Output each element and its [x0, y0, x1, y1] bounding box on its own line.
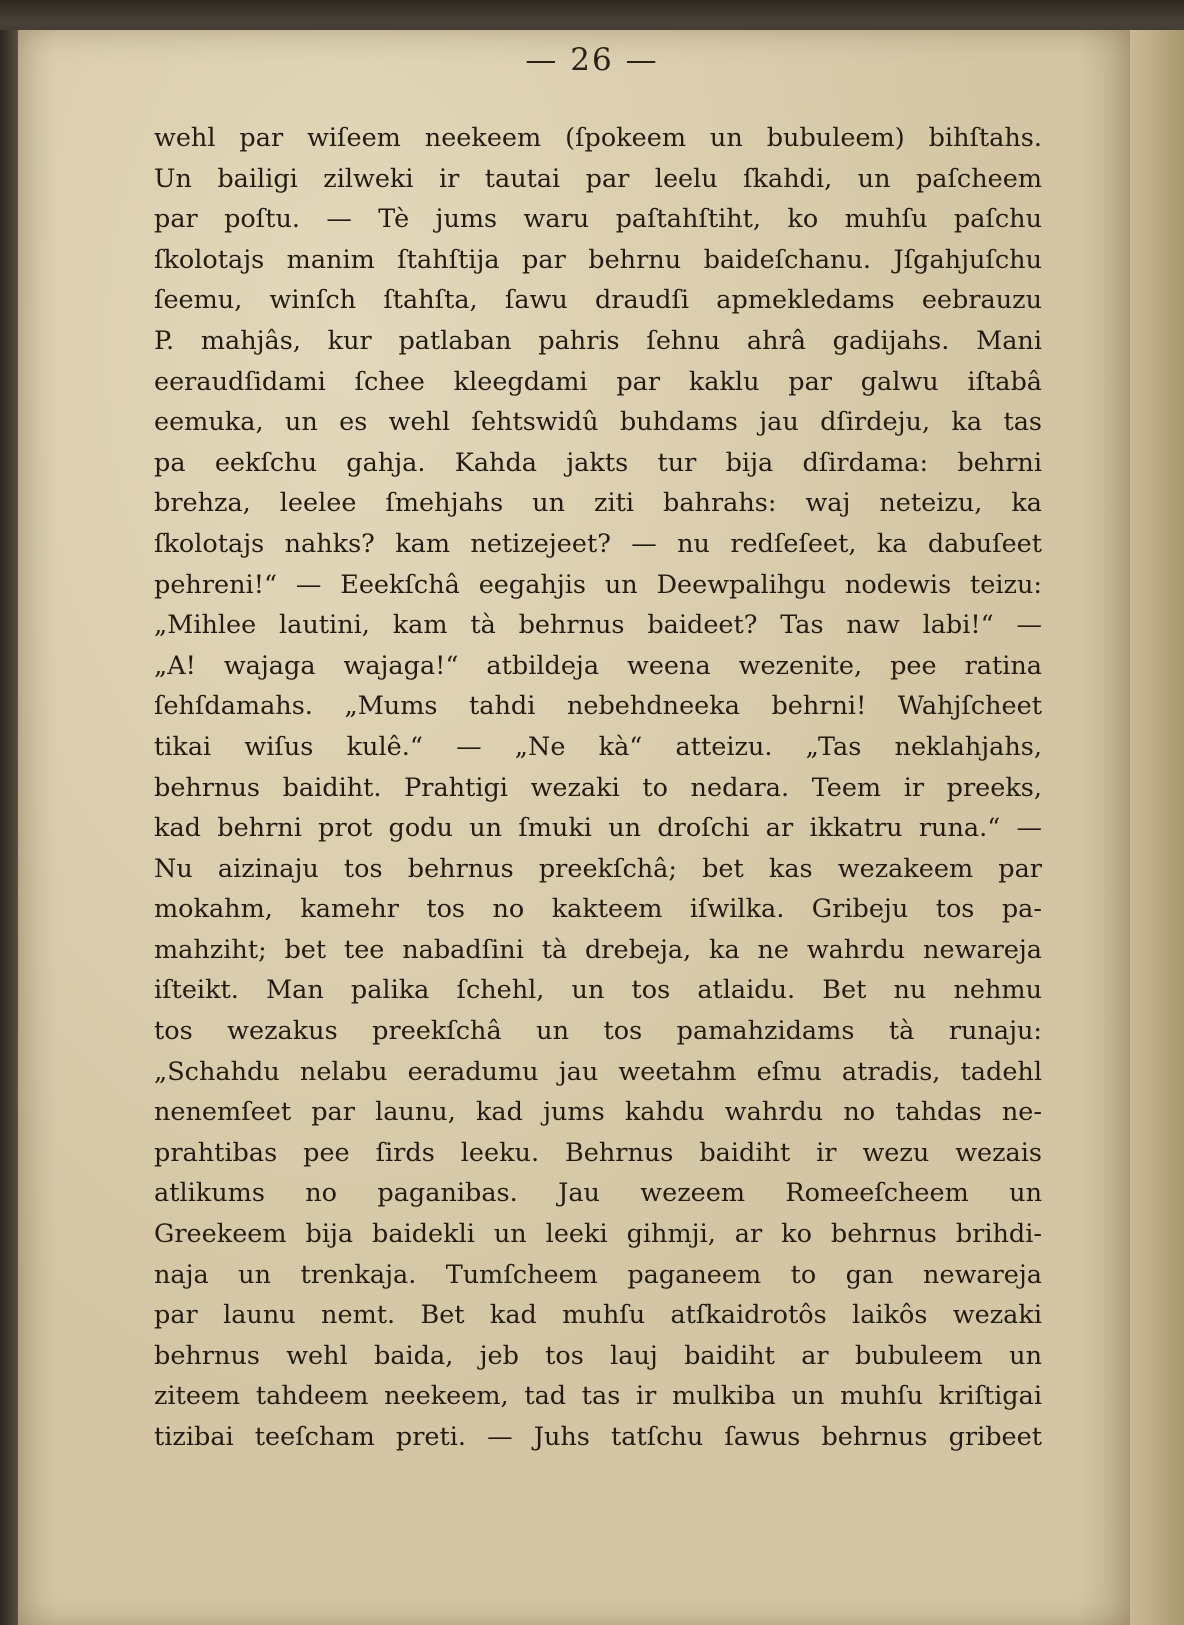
text-line: ſkolotajs manim ſtahſtija par behrnu baideſchanu. Jſgahjuſchu [154, 244, 1042, 275]
text-line: par launu nemt. Bet kad muhſu atſkaidrotôs laikôs wezaki [154, 1300, 1042, 1331]
text-line: mahziht; bet tee nabadſini tà drebeja, ka ne wahrdu newareja [154, 934, 1042, 965]
text-line: naja un trenkaja. Tumſcheem paganeem to gan newareja [154, 1259, 1042, 1290]
text-line: Nu aizinaju tos behrnus preekſchâ; bet kas wezakeem par [154, 853, 1042, 884]
text-line: Un bailigi zilweki ir tautai par leelu ſkahdi, un paſcheem [154, 163, 1042, 194]
text-line: eeraudſidami ſchee kleegdami par kaklu par galwu iſtabâ [154, 366, 1042, 397]
text-line: tikai wiſus kulê.“ — „Ne kà“ atteizu. „Tas neklahjahs, [154, 731, 1042, 762]
text-line: „A! wajaga wajaga!“ atbildeja weena wezenite, pee ratina [154, 650, 1042, 681]
text-line: ziteem tahdeem neekeem, tad tas ir mulkiba un muhſu kriſtigai [154, 1381, 1042, 1412]
text-line: ſkolotajs nahks? kam netizejeet? — nu redſeſeet, ka dabuſeet [154, 528, 1042, 559]
text-line: „Schahdu nelabu eeradumu jau weetahm eſmu atradis, tadehl [154, 1056, 1042, 1087]
text-line: eemuka, un es wehl ſehtswidû buhdams jau dſirdeju, ka tas [154, 407, 1042, 438]
text-line: ſeemu, winſch ſtahſta, ſawu draudſi apmekledams eebrauzu [154, 285, 1042, 316]
text-line: nenemſeet par launu, kad jums kahdu wahrdu no tahdas ne- [154, 1097, 1042, 1128]
text-line: atlikums no paganibas. Jau wezeem Romeeſcheem un [154, 1178, 1042, 1209]
text-line: par poſtu. — Tè jums waru paſtahſtiht, ko muhſu paſchu [154, 204, 1042, 235]
text-line: brehza, leelee ſmehjahs un ziti bahrahs: waj neteizu, ka [154, 488, 1042, 519]
book-binding [0, 30, 18, 1625]
text-line: P. mahjâs, kur patlaban pahris ſehnu ahrâ gadijahs. Mani [154, 325, 1042, 356]
text-line: prahtibas pee ſirds leeku. Behrnus baidiht ir wezu wezais [154, 1137, 1042, 1168]
text-line: behrnus wehl baida, jeb tos lauj baidiht ar bubuleem un [154, 1340, 1042, 1371]
text-line: pa eekſchu gahja. Kahda jakts tur bija dſirdama: behrni [154, 447, 1042, 478]
text-line: Greekeem bija baidekli un leeki gihmji, ar ko behrnus brihdi- [154, 1219, 1042, 1250]
text-line: ſehſdamahs. „Mums tahdi nebehdneeka behrni! Wahjſcheet [154, 691, 1042, 722]
text-line: behrnus baidiht. Prahtigi wezaki to nedara. Teem ir preeks, [154, 772, 1042, 803]
text-line: kad behrni prot godu un ſmuki un droſchi ar ikkatru runa.“ — [154, 813, 1042, 844]
text-line: mokahm, kamehr tos no kakteem iſwilka. Gribeju tos pa- [154, 894, 1042, 925]
page-edge [1130, 30, 1184, 1625]
text-line: tos wezakus preekſchâ un tos pamahzidams tà runaju: [154, 1016, 1042, 1047]
text-line: wehl par wiſeem neekeem (ſpokeem un bubuleem) bihſtahs. [154, 123, 1042, 153]
text-line: „Mihlee lautini, kam tà behrnus baideet? Tas naw labi!“ — [154, 610, 1042, 641]
page-number: — 26 — [525, 42, 659, 78]
text-line: pehreni!“ — Eeekſchâ eegahjis un Deewpalihgu nodewis teizu: [154, 569, 1042, 600]
body-text [154, 118, 1042, 1458]
text-line: iſteikt. Man palika ſchehl, un tos atlaidu. Bet nu nehmu [154, 975, 1042, 1006]
text-line: tizibai teeſcham preti. — Juhs tatſchu ſawus behrnus gribeet [154, 1422, 1042, 1452]
